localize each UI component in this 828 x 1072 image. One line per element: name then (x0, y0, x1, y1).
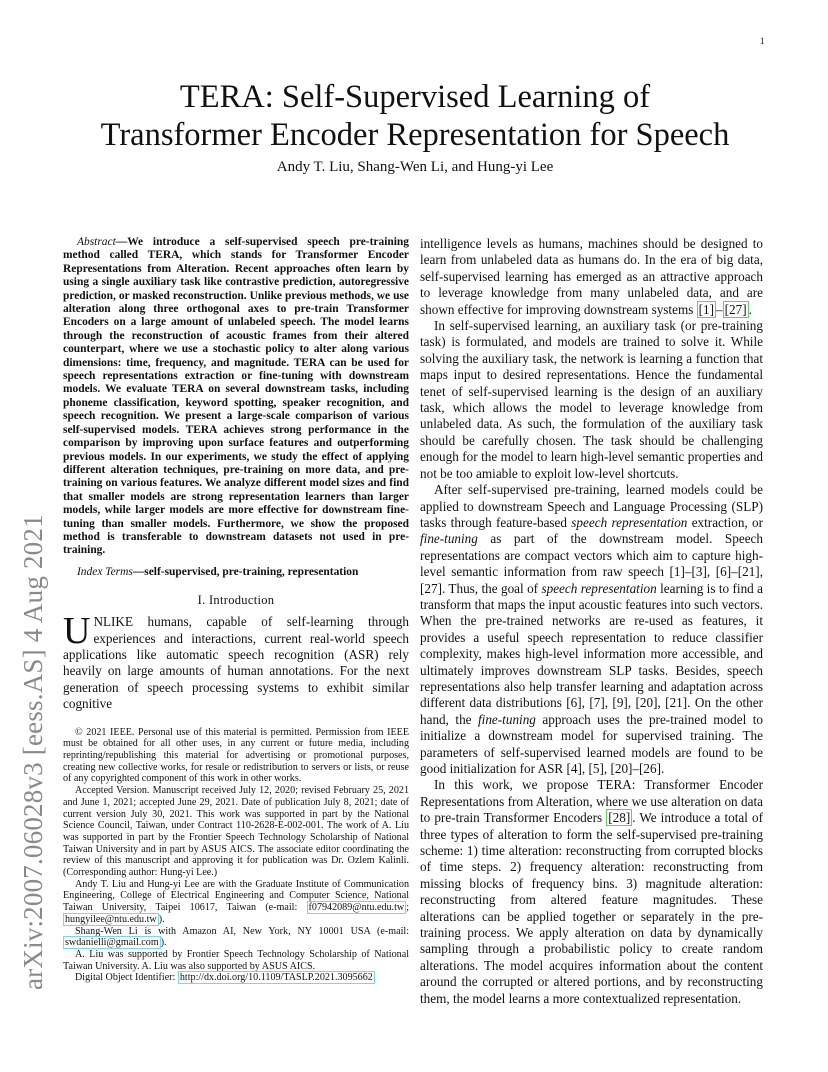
p3-text-f: . On the other hand, the (420, 695, 763, 727)
affiliation-end: ). (158, 913, 165, 925)
doi-label: Digital Object Identifier: (75, 972, 178, 984)
p3-italic-3: speech representation (541, 580, 657, 596)
footnote-affiliation: Andy T. Liu and Hung-yi Lee are with the Graduate Institute of Communication Engineering, College of Electrical Engineering and Computer Science, National Taiwan University, Taipei 10617, Taiwan (e-mail: f07942089@ntu.edu.tw ; hungyilee@ntu.edu.tw ). (63, 878, 409, 925)
p4-text-a: In this work, we propose TERA: Transformer Encoder Representations from Alteration, where we use alteration on data to pre-train Transformer Encoders (420, 777, 763, 826)
footnote-copyright: © 2021 IEEE. Personal use of this material is permitted. Permission from IEEE must be obtained for all other uses, in any current or future media, including reprinting/republishing this material for advertising or promotional purposes, creating new collective works, for resale or redistribution to servers or lists, or reuse of any copyrighted component of this work in other works. (63, 726, 409, 785)
p1-end: . (748, 301, 752, 317)
authors: Andy T. Liu, Shang-Wen Li, and Hung-yi Lee (276, 159, 554, 175)
p4-text-b: . We introduce a total of three types of alteration to form the self-supervised pre-training scheme: 1) time alteration: reconstructing from corrupted blocks of time steps. 2) frequency alteration: reconstructing from missing blocks of frequency bins. 3) magnitude alteration: reconstructing from altered feature magnitudes. These alterations can be applied together or separately in the pre-training process. We apply alteration on data by dynamically sampling through a probabilistic policy to create random alterations. The model acquires information about the content around the corrupted or altered portions, and by reconstructing them, the model learns a more contextualized representation. (420, 810, 763, 1006)
citation-group-2[interactable]: [6], [7], [9], [20], [21] (566, 695, 688, 711)
p3-italic-2: fine-tuning (420, 531, 478, 547)
section-heading: I. Introduction (197, 593, 275, 608)
email-link-lee[interactable]: hungyilee@ntu.edu.tw (65, 913, 157, 925)
p3-text-e: learning is to find a transform that maps the input acoustic features into such vectors. When the pre-trained networks are re-used as features, it provides a useful speech representation to reduce classifier complexity, makes high-level information more accessible, and ultimately improves downstream SLP tasks. Besides, speech representations also help transfer learning and adaptation across different data distributions (420, 580, 763, 711)
intro-paragraph (63, 610, 409, 712)
title-line-1: TERA: Self-Supervised Learning of (179, 79, 651, 115)
arxiv-stamp: arXiv:2007.06028v3 [eess.AS] 4 Aug 2021 (18, 514, 48, 990)
footnote-support: A. Liu was supported by Frontier Speech Technology Scholarship of National Taiwan University. A. Liu was also supported by ASUS AICS. (63, 948, 409, 972)
paragraph-4 (420, 777, 763, 1007)
p3-text-d: . Thus, the goal of (441, 580, 542, 596)
citation-group-3[interactable]: [4], [5], [20]–[26] (566, 761, 662, 776)
footnote-doi (63, 972, 409, 984)
paragraph-3 (420, 482, 763, 777)
p3-text-g: approach uses the pre-trained model to initialize a downstream model for supervised training. The parameters of self-supervised learned models are found to be good initialization for ASR (420, 711, 763, 776)
email-link-liu[interactable]: f07942089@ntu.edu.tw (308, 902, 405, 914)
title-line-2: Transformer Encoder Representation for Speech (100, 117, 730, 153)
citation-link[interactable]: [1] (698, 301, 715, 317)
abstract-label: Abstract (77, 236, 116, 248)
p1-text: intelligence levels as humans, machines should be designed to learn from unlabeled data as humans do. In the era of big data, self-supervised learning has emerged as an attractive approach to leverage knowledge from many unlabeled data, and are shown effective for improving downstream systems (420, 236, 763, 317)
left-column (63, 236, 409, 984)
p3-text-c: as part of the downstream model. Speech representations are compact vectors which aim to capture high-level semantic information from raw speech (420, 531, 763, 580)
affiliation-text: Andy T. Liu and Hung-yi Lee are with the Graduate Institute of Communication Engineering, College of Electrical Engineering and Computer Science, National Taiwan University, Taipei 10617, Taiwan (e-mail: (63, 878, 409, 914)
index-terms-text: —self-supervised, pre-training, representation (132, 565, 359, 578)
footnote-shang (63, 926, 409, 949)
p3-text-a: After self-supervised pre-training, learned models could be applied to downstream Speech and Language Processing (SLP) tasks through feature-based (420, 482, 763, 530)
p3-text-b: extraction, or (687, 514, 763, 530)
drop-cap: U (63, 610, 91, 653)
email-link-li[interactable]: swdanielli@gmail.com (65, 937, 159, 949)
shang-text: Shang-Wen Li is with Amazon AI, New York, NY 10001 USA (e-mail: (75, 925, 409, 937)
citation-link[interactable]: [28] (608, 810, 631, 826)
p3-italic-1: speech representation (571, 514, 688, 530)
paper-title (60, 78, 770, 154)
p1-dash: – (716, 301, 723, 317)
footnote-accepted: Accepted Version. Manuscript received July 12, 2020; revised February 25, 2021 and June 1, 2021; accepted June 29, 2021. Date of publication July 8, 2021; date of current version July 30, 2021. This work was supported in part by the National Science Council, Taiwan, under Contract 110-2628-E-002-001. The work of A. Liu was supported in part by the Frontier Speech Technology Scholarship of National Taiwan University and in part by ASUS AICS. The associate editor coordinating the review of this manuscript and approving it for publication was Dr. Ozlem Kalinli. (Corresponding author: Hung-yi Lee.) (63, 785, 409, 879)
index-terms-label: Index Terms (77, 565, 133, 578)
shang-end: ). (160, 937, 167, 949)
citation-group-1[interactable]: [1]–[3], [6]–[21], [27] (420, 564, 763, 596)
abstract (63, 236, 409, 558)
citation-link[interactable]: [27] (724, 301, 747, 317)
index-terms (63, 566, 409, 579)
intro-text: NLIKE humans, capable of self-learning through experiences and interactions, current real-world speech applications like automatic speech recognition (ASR) rely heavily on large amounts of human annotations. For the next generation of speech processing systems to exhibit similar cognitive (63, 614, 409, 712)
paragraph-1 (420, 236, 763, 318)
page-number: 1 (760, 36, 765, 46)
p3-italic-4: fine-tuning (478, 711, 536, 727)
right-column (420, 236, 763, 1007)
doi-link[interactable]: http://dx.doi.org/10.1109/TASLP.2021.3095662 (179, 972, 373, 984)
paragraph-2: In self-supervised learning, an auxiliary task (or pre-training task) is formulated, and models are trained to solve it. While solving the auxiliary task, the network is learning a function that maps input to desired representations. Hence the fundamental tenet of self-supervised learning is the design of an auxiliary task, which allows the model to leverage knowledge from unlabeled data. As such, the formulation of the auxiliary task should be carefully chosen. The task should be challenging enough for the model to learn high-level semantic properties and not be too amiable to exploit low-level shortcuts. (420, 318, 763, 481)
abstract-text: —We introduce a self-supervised speech pre-training method called TERA, which stands for Transformer Encoder Representations from Alteration. Recent approaches often learn by using a single auxiliary task like contrastive prediction, autoregressive prediction, or masked reconstruction. Unlike previous methods, we use alteration along three orthogonal axes to pre-train Transformer Encoders on a large amount of unlabeled speech. The model learns through the reconstruction of acoustic frames from their altered counterpart, where we use a stochastic policy to alter along various dimensions: time, frequency, and magnitude. TERA can be used for speech representations extraction or fine-tuning with downstream models. We evaluate TERA on several downstream tasks, including phoneme classification, keyword spotting, speaker recognition, and speech recognition. We present a large-scale comparison of various self-supervised models. TERA achieves strong performance in the comparison by improving upon surface features and outperforming previous models. In our experiments, we study the effect of applying different alteration techniques, pre-training on more data, and pre-training on various features. We analyze different model sizes and find that smaller models are strong representation learners than larger models, while larger models are more effective for downstream fine-tuning than smaller models. Furthermore, we show the proposed method is transferable to downstream datasets not used in pre-training. (63, 236, 409, 557)
p3-text-h: . (661, 761, 665, 776)
